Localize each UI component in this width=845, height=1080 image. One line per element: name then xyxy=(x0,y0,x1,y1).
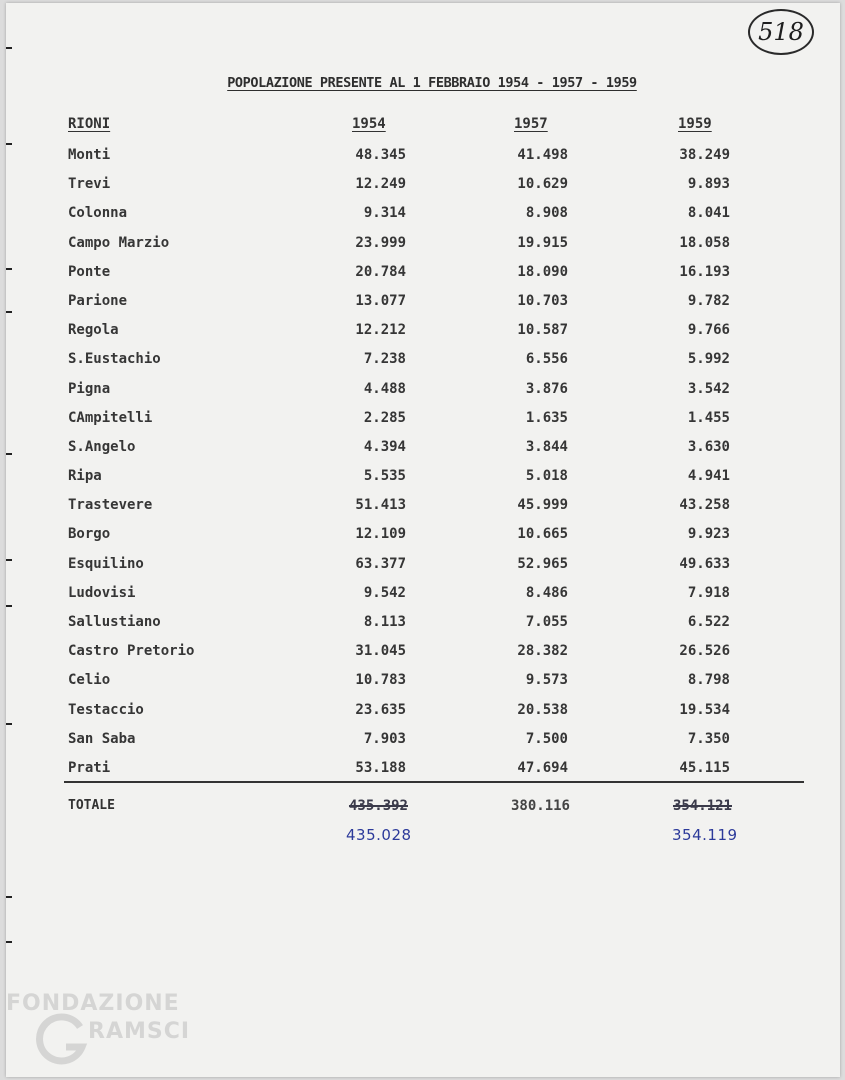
margin-mark xyxy=(6,47,12,49)
value-1957: 41.498 xyxy=(517,147,568,163)
value-1959: 9.923 xyxy=(687,526,730,543)
value-1954: 10.783 xyxy=(355,672,406,689)
value-1954: 8.113 xyxy=(363,614,406,630)
rione-name: Regola xyxy=(68,322,119,339)
value-1957: 10.703 xyxy=(517,292,568,309)
rione-name: Prati xyxy=(68,759,111,776)
value-1957: 47.694 xyxy=(517,759,568,776)
value-1957: 10.665 xyxy=(517,526,568,543)
value-1957: 3.876 xyxy=(525,380,568,397)
value-1959: 5.992 xyxy=(687,351,730,368)
table-row xyxy=(6,143,840,172)
value-1959: 43.258 xyxy=(679,497,730,514)
value-1957: 18.090 xyxy=(517,263,568,280)
value-1954: 4.488 xyxy=(363,380,406,397)
header-1959: 1959 xyxy=(678,116,712,132)
value-1959: 18.058 xyxy=(679,234,730,251)
value-1957: 28.382 xyxy=(517,643,568,660)
margin-mark xyxy=(6,453,12,455)
value-1957: 10.629 xyxy=(517,176,568,193)
watermark-line2: RAMSCI xyxy=(88,1019,191,1044)
value-1954: 7.903 xyxy=(363,730,406,747)
value-1959: 8.041 xyxy=(687,205,730,222)
value-1959: 6.522 xyxy=(687,614,730,630)
value-1959: 7.350 xyxy=(687,730,730,747)
value-1954: 12.249 xyxy=(355,176,406,193)
value-1957: 1.635 xyxy=(525,409,568,426)
rione-name: Trastevere xyxy=(68,497,153,514)
value-1954: 4.394 xyxy=(363,438,406,455)
value-1954: 23.635 xyxy=(355,701,406,718)
value-1954: 20.784 xyxy=(355,263,406,280)
table-row xyxy=(6,493,840,522)
margin-mark xyxy=(6,941,12,943)
header-rioni: RIONI xyxy=(68,116,111,132)
gramsci-g-logo-icon xyxy=(36,1013,90,1067)
value-1957: 52.965 xyxy=(517,555,568,572)
margin-mark xyxy=(6,896,12,898)
value-1954: 7.238 xyxy=(363,351,406,368)
header-1957: 1957 xyxy=(514,116,548,132)
rione-name: Monti xyxy=(68,147,111,163)
table-row xyxy=(6,172,840,201)
table-row xyxy=(6,698,840,727)
document-title: POPOLAZIONE PRESENTE AL 1 FEBBRAIO 1954 - 1957 - 1959 xyxy=(227,75,637,91)
rione-name: Borgo xyxy=(68,526,111,543)
table-row xyxy=(6,260,840,289)
total-1959-handwritten: 354.119 xyxy=(672,826,738,844)
table-row xyxy=(6,201,840,230)
table-row xyxy=(6,318,840,347)
value-1959: 8.798 xyxy=(687,672,730,689)
value-1959: 3.542 xyxy=(687,380,730,397)
value-1957: 7.500 xyxy=(525,730,568,747)
value-1959: 38.249 xyxy=(679,147,730,163)
value-1957: 8.908 xyxy=(525,205,568,222)
value-1959: 3.630 xyxy=(687,438,730,455)
value-1954: 5.535 xyxy=(363,468,406,485)
value-1957: 8.486 xyxy=(525,584,568,601)
value-1957: 6.556 xyxy=(525,351,568,368)
margin-mark xyxy=(6,311,12,313)
margin-mark xyxy=(6,605,12,607)
rione-name: Parione xyxy=(68,292,128,309)
value-1954: 2.285 xyxy=(363,409,406,426)
value-1959: 9.766 xyxy=(687,322,730,339)
value-1959: 9.782 xyxy=(687,292,730,309)
rione-name: Colonna xyxy=(68,205,128,222)
table-row xyxy=(6,289,840,318)
rione-name: Campo Marzio xyxy=(68,234,170,251)
value-1954: 12.212 xyxy=(355,322,406,339)
value-1959: 1.455 xyxy=(687,409,730,426)
value-1959: 4.941 xyxy=(687,468,730,485)
value-1954: 31.045 xyxy=(355,643,406,660)
value-1957: 3.844 xyxy=(525,438,568,455)
table-row xyxy=(6,522,840,551)
table-row xyxy=(6,610,840,639)
value-1954: 51.413 xyxy=(355,497,406,514)
table-row xyxy=(6,377,840,406)
value-1959: 9.893 xyxy=(687,176,730,193)
rione-name: Castro Pretorio xyxy=(68,643,195,660)
value-1954: 48.345 xyxy=(355,147,406,163)
table-row xyxy=(6,347,840,376)
value-1957: 7.055 xyxy=(525,614,568,630)
total-label: TOTALE xyxy=(68,798,115,813)
total-1959-typed: 354.121 xyxy=(672,798,732,814)
rione-name: Trevi xyxy=(68,176,111,193)
table-row xyxy=(6,552,840,581)
rione-name: Pigna xyxy=(68,380,111,397)
margin-mark xyxy=(6,559,12,561)
header-1954: 1954 xyxy=(352,116,386,132)
value-1954: 9.542 xyxy=(363,584,406,601)
rione-name: Ponte xyxy=(68,263,111,280)
value-1957: 10.587 xyxy=(517,322,568,339)
value-1954: 9.314 xyxy=(363,205,406,222)
value-1957: 9.573 xyxy=(525,672,568,689)
rione-name: Sallustiano xyxy=(68,614,161,630)
value-1954: 53.188 xyxy=(355,759,406,776)
value-1959: 45.115 xyxy=(679,759,730,776)
value-1954: 23.999 xyxy=(355,234,406,251)
value-1959: 49.633 xyxy=(679,555,730,572)
page-number-stamp: 518 xyxy=(748,9,814,55)
rione-name: Celio xyxy=(68,672,111,689)
table-row xyxy=(6,727,840,756)
value-1957: 20.538 xyxy=(517,701,568,718)
total-1954-handwritten: 435.028 xyxy=(346,826,412,844)
value-1957: 5.018 xyxy=(525,468,568,485)
table-row xyxy=(6,639,840,668)
value-1954: 13.077 xyxy=(355,292,406,309)
margin-mark xyxy=(6,723,12,725)
document-page xyxy=(6,3,840,1077)
fondazione-gramsci-watermark xyxy=(6,991,226,1071)
value-1957: 19.915 xyxy=(517,234,568,251)
value-1954: 63.377 xyxy=(355,555,406,572)
table-row xyxy=(6,464,840,493)
rione-name: San Saba xyxy=(68,730,136,747)
table-row xyxy=(6,231,840,260)
rione-name: Ripa xyxy=(68,468,102,485)
rione-name: S.Eustachio xyxy=(68,351,161,368)
margin-mark xyxy=(6,268,12,270)
total-1954-typed: 435.392 xyxy=(348,798,408,814)
margin-mark xyxy=(6,143,12,145)
table-row xyxy=(6,406,840,435)
rione-name: CAmpitelli xyxy=(68,409,153,426)
total-divider xyxy=(64,781,804,783)
rione-name: Esquilino xyxy=(68,555,144,572)
table-row xyxy=(6,435,840,464)
value-1959: 7.918 xyxy=(687,584,730,601)
watermark-line1: FONDAZIONE xyxy=(6,991,180,1016)
value-1959: 19.534 xyxy=(679,701,730,718)
value-1959: 16.193 xyxy=(679,263,730,280)
population-table xyxy=(6,143,840,785)
table-row xyxy=(6,581,840,610)
value-1954: 12.109 xyxy=(355,526,406,543)
value-1957: 45.999 xyxy=(517,497,568,514)
total-1957: 380.116 xyxy=(510,798,570,814)
rione-name: S.Angelo xyxy=(68,438,136,455)
rione-name: Testaccio xyxy=(68,701,144,718)
value-1959: 26.526 xyxy=(679,643,730,660)
table-row xyxy=(6,668,840,697)
rione-name: Ludovisi xyxy=(68,584,136,601)
